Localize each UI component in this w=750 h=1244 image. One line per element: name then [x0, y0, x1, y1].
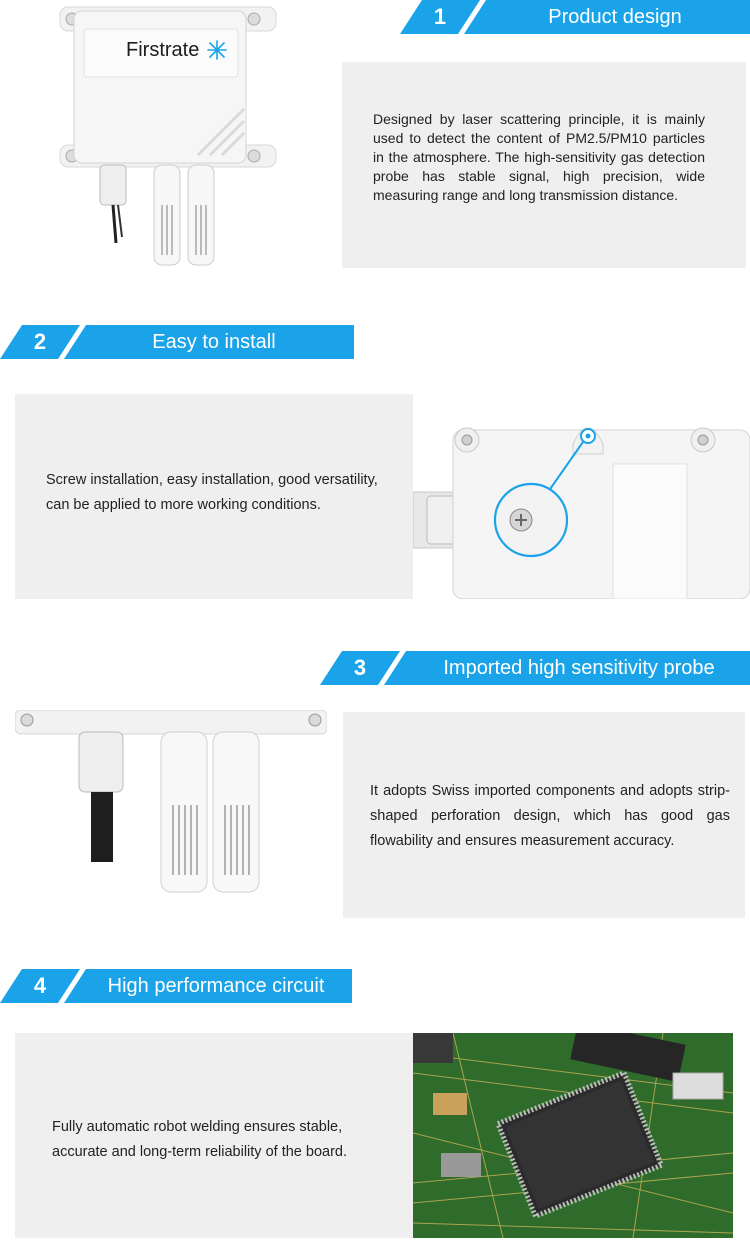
- section-description: Screw installation, easy installation, good versatility, can be applied to more working conditions.: [46, 472, 378, 513]
- section-description: It adopts Swiss imported components and adopts strip-shaped perforation design, which has good gas flowability and ensures measurement accuracy.: [370, 783, 730, 849]
- section-description: Fully automatic robot welding ensures stable, accurate and long-term reliability of the board.: [52, 1119, 347, 1160]
- circuit-board-image: [413, 1033, 733, 1238]
- section-1-banner: [400, 0, 750, 34]
- section-title: Easy to install: [152, 331, 276, 353]
- section-title: Imported high sensitivity probe: [443, 657, 715, 679]
- logo-burst-icon: [206, 39, 228, 61]
- section-number: 2: [33, 329, 47, 354]
- brand-name: Firstrate: [126, 39, 200, 61]
- brand-logo: [126, 39, 228, 62]
- section-3-panel: [343, 712, 745, 918]
- section-title: High performance circuit: [107, 975, 325, 997]
- install-detail-image: [413, 414, 750, 599]
- probe-image: [15, 710, 327, 900]
- section-2-panel: [15, 394, 413, 599]
- sensor-device-image: [58, 5, 278, 270]
- section-number: 3: [353, 655, 367, 680]
- section-number: 1: [433, 4, 447, 29]
- section-3-banner: [320, 651, 750, 685]
- section-description: Designed by laser scattering principle, it is mainly used to detect the content of PM2.5/PM10 particles in the atmosphere. The high-sensitivity gas detection probe has stable signal, high precision, wide measuring range and long transmission distance.: [373, 111, 705, 203]
- section-number: 4: [33, 973, 47, 998]
- section-4-panel: [15, 1033, 415, 1238]
- section-4-banner: [0, 969, 352, 1003]
- section-1-panel: [342, 62, 746, 268]
- section-2-banner: [0, 325, 354, 359]
- section-title: Product design: [548, 6, 682, 28]
